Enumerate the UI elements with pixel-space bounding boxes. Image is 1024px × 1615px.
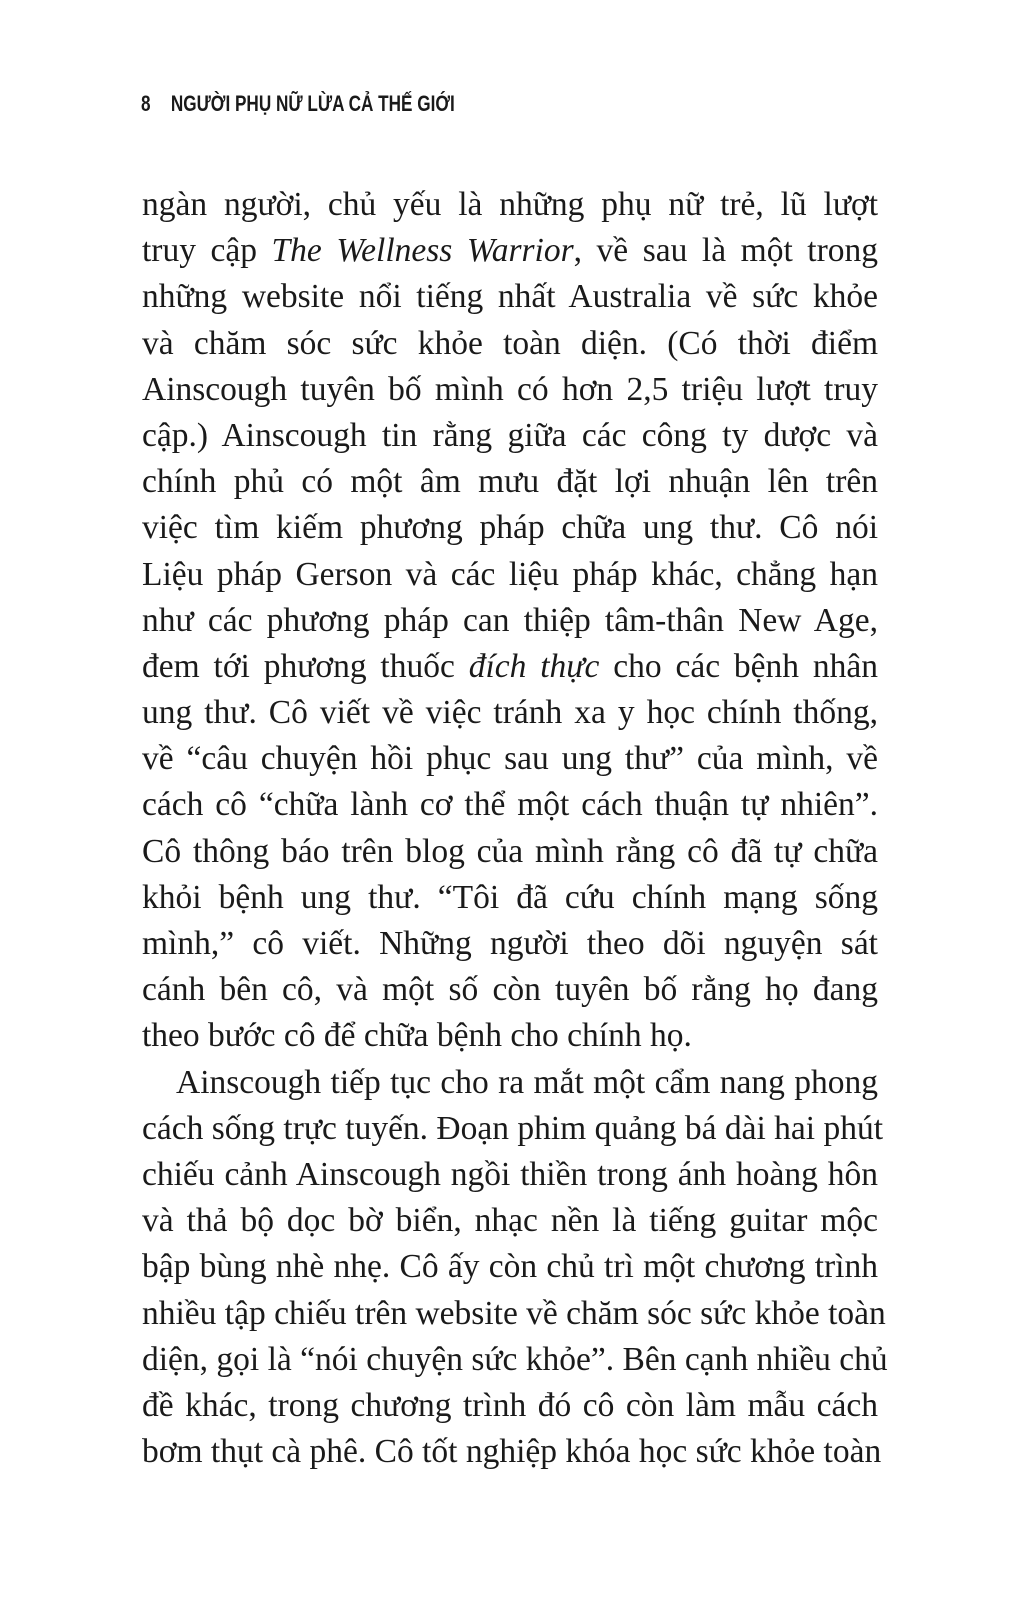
text-line: và thả bộ dọc bờ biển, nhạc nền là tiếng guitar mộc (142, 1202, 878, 1240)
text-line: bơm thụt cà phê. Cô tốt nghiệp khóa học sức khỏe toàn (142, 1433, 882, 1471)
text-line: ung thư. Cô viết về việc tránh xa y học chính thống, (142, 694, 878, 732)
page-number: 8 (141, 91, 151, 116)
text-line: và chăm sóc sức khỏe toàn diện. (Có thời điểm (142, 324, 878, 362)
text-line: Ainscough tiếp tục cho ra mắt một cẩm nang phong (176, 1063, 878, 1101)
text-line: bập bùng nhè nhẹ. Cô ấy còn chủ trì một chương trình (142, 1248, 878, 1286)
text-line: truy cập The Wellness Warrior, về sau là một trong (142, 232, 879, 270)
book-title: NGƯỜI PHỤ NỮ LỪA CẢ THẾ GIỚI (170, 91, 455, 116)
text-line: việc tìm kiếm phương pháp chữa ung thư. Cô nói (142, 509, 878, 547)
paragraph (142, 1060, 888, 1476)
text-line: ngàn người, chủ yếu là những phụ nữ trẻ, lũ lượt (142, 186, 878, 223)
text-line: như các phương pháp can thiệp tâm-thân New Age, (142, 601, 878, 639)
text-line: mình,” cô viết. Những người theo dõi nguyện sát (142, 925, 878, 962)
body-text (142, 182, 888, 1475)
text-line: cách sống trực tuyến. Đoạn phim quảng bá dài hai phút (142, 1109, 884, 1147)
text-line: chính phủ có một âm mưu đặt lợi nhuận lên trên (142, 463, 878, 501)
italic-text: đích thực (468, 647, 600, 685)
text-line: nhiều tập chiếu trên website về chăm sóc sức khỏe toàn (142, 1294, 886, 1332)
text-line: Liệu pháp Gerson và các liệu pháp khác, chẳng hạn (142, 555, 878, 593)
running-header (141, 86, 455, 122)
text-line: theo bước cô để chữa bệnh cho chính họ. (142, 1017, 692, 1055)
text-line: đề khác, trong chương trình đó cô còn làm mẫu cách (142, 1386, 878, 1424)
text-line: diện, gọi là “nói chuyện sức khỏe”. Bên cạnh nhiều chủ (142, 1340, 888, 1378)
text-line: cánh bên cô, và một số còn tuyên bố rằng họ đang (142, 971, 878, 1009)
text-line: cập.) Ainscough tin rằng giữa các công ty dược và (142, 416, 878, 454)
italic-text: The Wellness Warrior (271, 232, 574, 270)
text-line: những website nổi tiếng nhất Australia về sức khỏe (142, 278, 878, 316)
text-line: về “câu chuyện hồi phục sau ung thư” của mình, về (142, 740, 878, 778)
text-line: khỏi bệnh ung thư. “Tôi đã cứu chính mạng sống (142, 878, 878, 916)
paragraph (142, 182, 878, 1060)
text-line: đem tới phương thuốc đích thực cho các bệnh nhân (142, 647, 878, 685)
text-line: Ainscough tuyên bố mình có hơn 2,5 triệu lượt truy (142, 370, 878, 408)
text-line: cách cô “chữa lành cơ thể một cách thuận tự nhiên”. (142, 786, 878, 824)
text-line: Cô thông báo trên blog của mình rằng cô đã tự chữa (142, 832, 878, 870)
text-line: chiếu cảnh Ainscough ngồi thiền trong ánh hoàng hôn (142, 1155, 878, 1193)
